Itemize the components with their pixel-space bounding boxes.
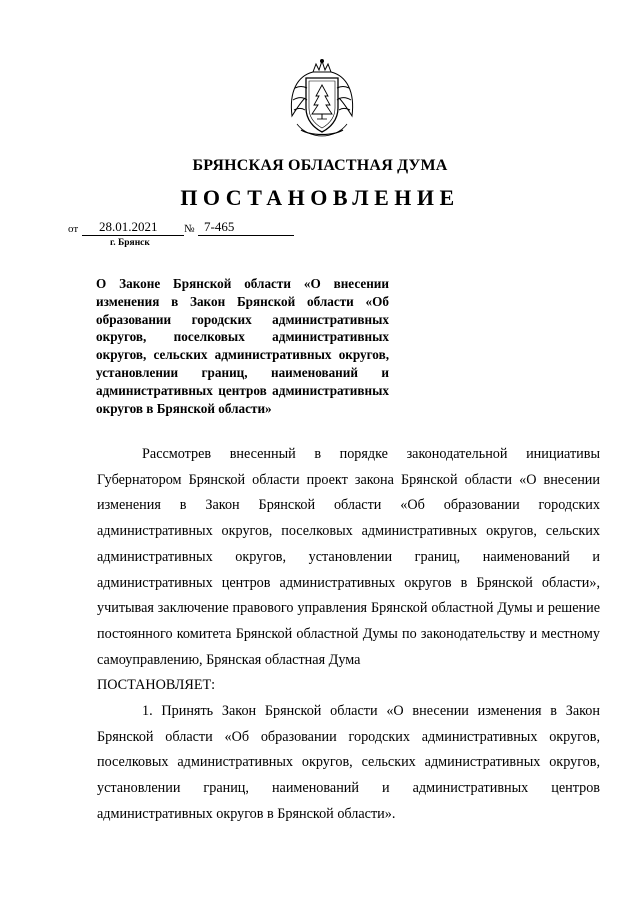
document-place: г. Брянск bbox=[110, 238, 150, 248]
organization-title: БРЯНСКАЯ ОБЛАСТНАЯ ДУМА bbox=[192, 157, 448, 174]
document-subject: О Законе Брянской области «О внесении изменения в Закон Брянской области «Об образовании городских административных округов, поселковых административных округов, сельских административных округов, установлении границ, наименований и административных центров административных округов в Брянской области» bbox=[96, 276, 389, 416]
date-underline bbox=[82, 235, 184, 236]
number-underline bbox=[198, 235, 294, 236]
document-date: 28.01.2021 bbox=[99, 219, 158, 234]
resolves-paragraph: ПОСТАНОВЛЯЕТ: bbox=[97, 677, 216, 694]
item-1-paragraph: 1. Принять Закон Брянской области «О внесении изменения в Закон Брянской области «Об образовании городских административных округов, поселковых административных округов, сельских административных округов, установлении границ, наименований и административных центров административных округов в Брянской области». bbox=[97, 703, 600, 822]
coat-of-arms-icon bbox=[283, 58, 361, 140]
number-prefix: № bbox=[184, 223, 195, 235]
preamble-paragraph: Рассмотрев внесенный в порядке законодательной инициативы Губернатором Брянской области проект закона Брянской области «О внесении изменения в Закон Брянской области «Об образовании городских административных округов, поселковых административных округов, сельских административных округов, установлении границ, наименований и административных центров административных округов в Брянской области», учитывая заключение правового управления Брянской областной Думы и решение постоянного комитета Брянской областной Думы по законодательству и местному самоуправлению, Брянская областная Дума bbox=[97, 446, 600, 668]
document-number: 7-465 bbox=[204, 219, 235, 234]
document-body bbox=[97, 442, 600, 828]
date-prefix: от bbox=[68, 223, 79, 235]
document-type-title: ПОСТАНОВЛЕНИЕ bbox=[180, 185, 460, 210]
document-meta-line bbox=[68, 219, 308, 239]
